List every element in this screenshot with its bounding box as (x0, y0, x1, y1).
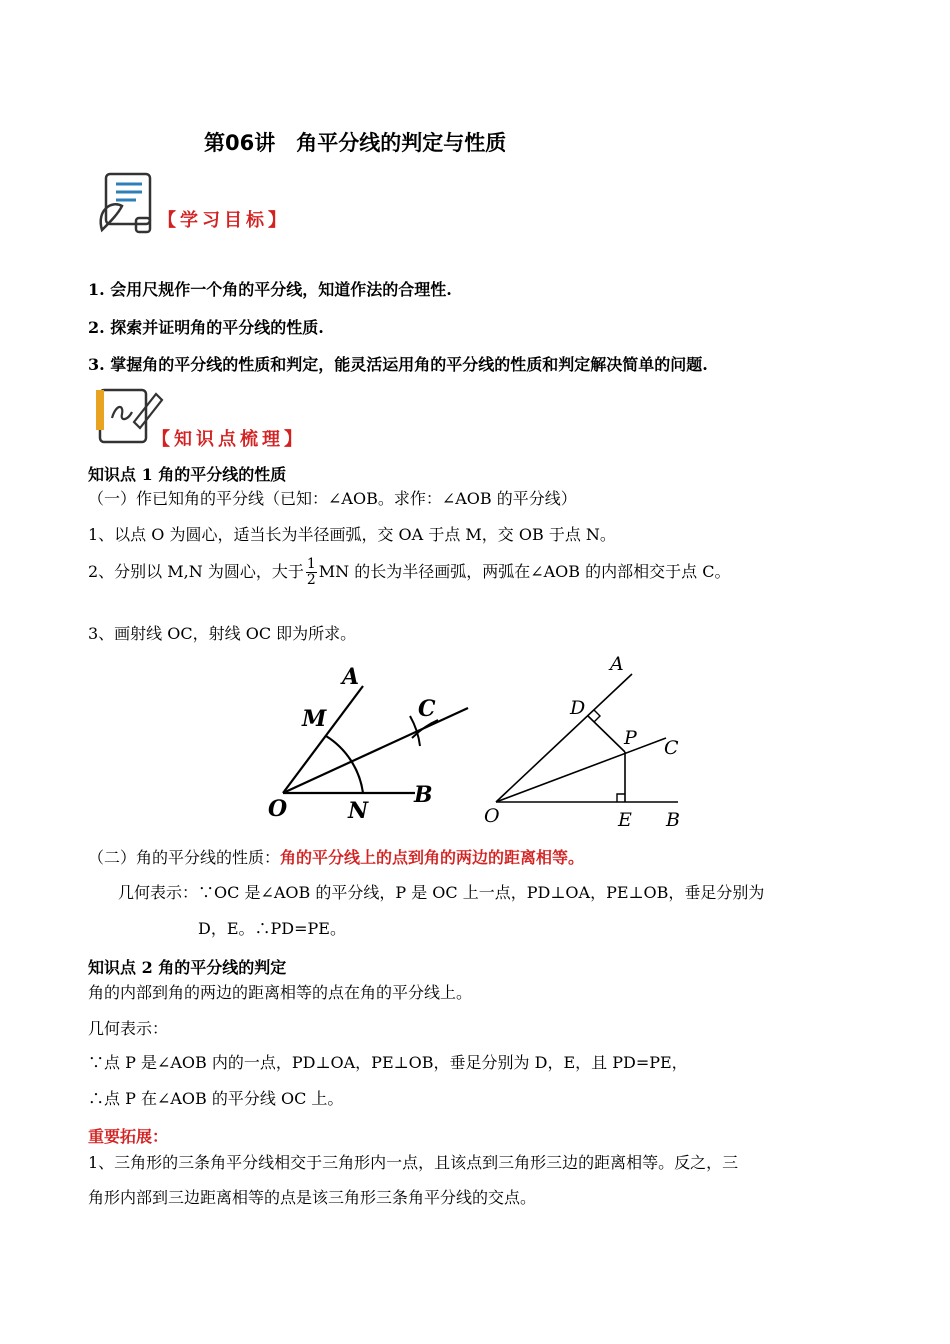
segment-pd (588, 716, 625, 752)
label-e: E (618, 809, 632, 831)
label-o: O (484, 805, 500, 827)
kp1-step1: 1、以点 O 为圆心，适当长为半径画弧，交 OA 于点 M，交 OB 于点 N。 (88, 525, 616, 544)
label-m: M (302, 706, 327, 732)
label-a: A (342, 664, 360, 690)
property-intro: （二）角的平分线的性质： (88, 848, 281, 867)
label-c: C (664, 737, 679, 759)
kp1-step2 (88, 557, 730, 588)
kp2-geo-label: 几何表示： (88, 1019, 169, 1038)
label-c: C (418, 696, 436, 722)
fraction-numerator: 1 (306, 556, 316, 572)
label-n: N (348, 798, 369, 824)
goal-item: 3. 掌握角的平分线的性质和判定，能灵活运用角的平分线的性质和判定解决简单的问题. (88, 355, 708, 374)
ray-oc (496, 738, 666, 802)
property-statement: 角的平分线上的点到角的两边的距离相等。 (280, 848, 585, 867)
step2-pre: 2、分别以 M,N 为圆心，大于 (88, 562, 304, 581)
extension-line1: 1、三角形的三条角平分线相交于三角形内一点，且该点到三角形三边的距离相等。反之，三 (88, 1153, 739, 1172)
scroll-quill-icon (92, 170, 162, 238)
bisector-property-figure (478, 652, 698, 832)
fraction-denominator: 2 (306, 572, 316, 588)
extension-line2: 角形内部到三边距离相等的点是该三角形三条角平分线的交点。 (88, 1188, 537, 1207)
kp2-heading: 知识点 2 角的平分线的判定 (88, 958, 287, 977)
goals-banner: 【学习目标】 (158, 210, 290, 231)
fraction-half (306, 557, 317, 588)
label-a: A (610, 653, 624, 675)
ray-oa (283, 686, 363, 793)
extension-heading: 重要拓展： (88, 1127, 169, 1146)
kp1-heading: 知识点 1 角的平分线的性质 (88, 465, 287, 484)
label-p: P (624, 727, 637, 749)
kp1-geo-line1: 几何表示：∵OC 是∠AOB 的平分线，P 是 OC 上一点，PD⊥OA，PE⊥OB，垂足分别为 (118, 883, 765, 902)
label-b: B (414, 782, 433, 808)
label-b: B (666, 809, 680, 831)
goal-item: 2. 探索并证明角的平分线的性质. (88, 318, 324, 337)
page-title: 第06讲 角平分线的判定与性质 (204, 131, 507, 155)
goal-item: 1. 会用尺规作一个角的平分线，知道作法的合理性. (88, 280, 452, 299)
kp2-geo-line2: ∴点 P 在∠AOB 的平分线 OC 上。 (88, 1089, 344, 1108)
label-d: D (570, 697, 586, 719)
knowledge-banner: 【知识点梳理】 (152, 429, 306, 450)
kp2-text: 角的内部到角的两边的距离相等的点在角的平分线上。 (88, 983, 473, 1002)
construction-figure (260, 658, 480, 828)
right-angle-d (594, 710, 600, 722)
kp1-geo-line2: D，E。∴PD=PE。 (198, 919, 346, 938)
kp1-sub1: （一）作已知角的平分线（已知：∠AOB。求作：∠AOB 的平分线） (88, 489, 577, 508)
kp1-step3: 3、画射线 OC，射线 OC 即为所求。 (88, 624, 357, 643)
kp1-sub2 (88, 845, 584, 868)
label-o: O (268, 796, 288, 822)
step2-post: MN 的长为半径画弧，两弧在∠AOB 的内部相交于点 C。 (318, 562, 731, 581)
kp2-geo-line1: ∵点 P 是∠AOB 内的一点，PD⊥OA，PE⊥OB，垂足分别为 D，E，且 PD=PE， (88, 1053, 688, 1072)
right-angle-e (617, 794, 625, 802)
